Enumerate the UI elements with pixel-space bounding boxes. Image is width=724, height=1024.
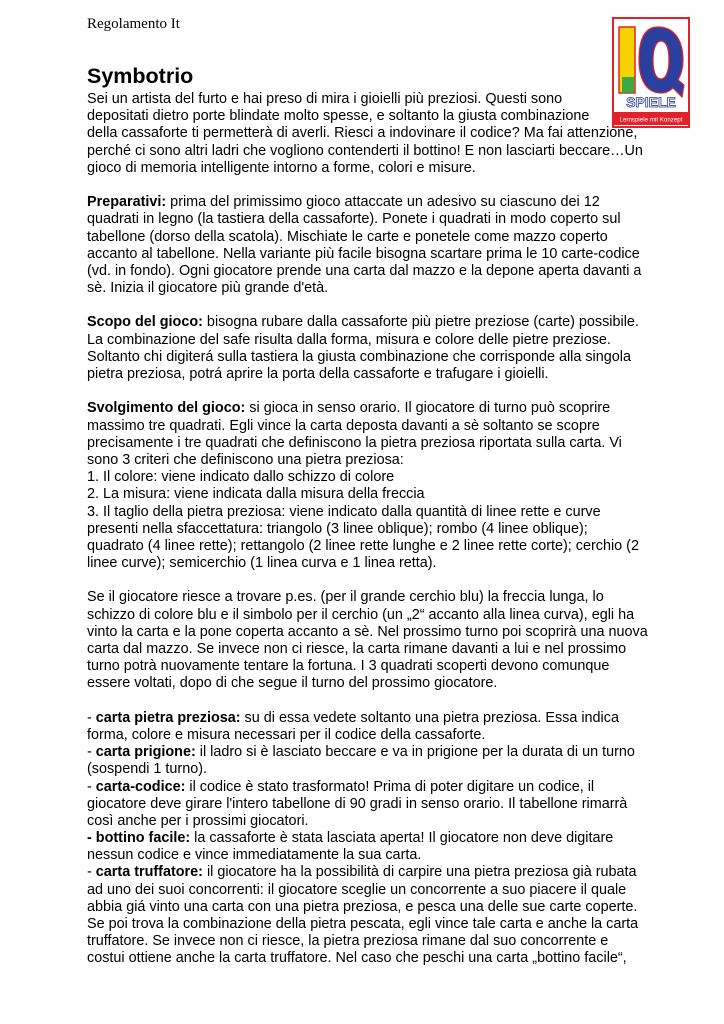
card-truffatore-heading: carta truffatore:	[95, 864, 203, 881]
card-bottino-line: nessun codice e vince immediatamente la sua carta.	[87, 847, 422, 864]
card-prigione-heading: carta prigione:	[95, 744, 196, 761]
card-codice-heading: carta-codice:	[95, 778, 186, 795]
svolgimento-line: presenti nella sfaccettatura: triangolo (3 linee oblique); rombo (4 linee oblique);	[87, 520, 588, 537]
card-bottino-heading: - bottino facile:	[87, 830, 191, 847]
card-pietra-heading: carta pietra preziosa:	[95, 709, 241, 726]
rules-body	[87, 91, 687, 968]
preparativi-line: tabellone (dorso della scatola). Mischiate le carte e ponetele come mazzo coperto	[87, 228, 608, 245]
example-line: essere voltati, dopo di che segue il turno del prossimo giocatore.	[87, 675, 498, 692]
card-pietra-line: forma, colore e misura necessari per il codice della cassaforte.	[87, 726, 486, 743]
preparativi-line: sè. Inizia il giocatore più grande d'età.	[87, 280, 329, 297]
card-pietra-first-line: - carta pietra preziosa: su di essa vedete soltanto una pietra preziosa. Essa indica	[87, 709, 619, 726]
example-line: carta dal mazzo. Se invece non ci riesce, la carta rimane davanti a lui e nel prossimo	[87, 641, 627, 657]
scopo-heading: Scopo del gioco:	[87, 314, 203, 331]
intro-line: Sei un artista del furto e hai preso di mira i gioielli più preziosi. Questi sono	[87, 91, 563, 107]
scopo-line: pietra preziosa, potrá aprire la porta della cassaforte e trafugare i gioielli.	[87, 366, 549, 382]
card-codice-line: giocatore deve girare l'intero tabellone di 90 gradi in senso orario. Il tabellone rimarrà	[87, 795, 628, 812]
example-line: Se il giocatore riesce a trovare p.es. (per il grande cerchio blu) la freccia lunga, lo	[87, 589, 604, 606]
svolgimento-line: sono 3 criteri che definiscono una pietra preziosa:	[87, 451, 404, 468]
svolgimento-first-line: Svolgimento del gioco: si gioca in senso orario. Il giocatore di turno può scoprire	[87, 400, 611, 417]
preparativi-line: (vd. in fondo). Ogni giocatore prende una carta dal mazzo e la depone aperta davanti a	[87, 262, 642, 279]
example-line: schizzo di colore blu e il simbolo per il cerchio (un „2“ accanto alla linea curva), egli ha	[87, 606, 635, 623]
svolgimento-line: precisamente i tre quadrati che definiscono la pietra preziosa riportata sulla carta. Vi	[87, 434, 622, 451]
card-codice-line: così anche per i prossimi giocatori.	[87, 812, 309, 829]
svolgimento-line: quadrato (4 linee rette); rettangolo (2 linee rette lunghe e 2 linee rette corte); cerchio (2	[87, 537, 639, 554]
svolgimento-line: linee curve); semicerchio (1 linea curva e 1 linea retta).	[87, 555, 437, 572]
card-truffatore-line: Se poi trova la combinazione della pietra pescata, egli vince tale carta e anche la carta	[87, 916, 639, 932]
scopo-first-line: Scopo del gioco: bisogna rubare dalla cassaforte più pietre preziose (carte) possibile.	[87, 314, 639, 331]
card-prigione-line: (sospendi 1 turno).	[87, 761, 207, 778]
card-bottino-first-line: - bottino facile: la cassaforte è stata lasciata aperta! Il giocatore non deve digitare	[87, 830, 614, 847]
svolgimento-line: massimo tre quadrati. Egli vince la carta deposta davanti a sè soltanto se scopre	[87, 417, 600, 434]
scopo-line: La combinazione del safe risulta dalla forma, misura e colore delle pietre preziose.	[87, 331, 611, 348]
criterion-cut: 3. Il taglio della pietra preziosa: viene indicato dalla quantità di linee rette e curve	[87, 503, 601, 520]
intro-line: della cassaforte ti permetterà di averli. Riesci a indovinare il codice? Ma fai attenzione,	[87, 125, 638, 142]
preparativi-line: accanto al tabellone. Nella variante più facile bisogna scartare prima le 10 carte-codice	[87, 245, 640, 262]
card-truffatore-line: ad uno dei suoi concorrenti: il giocatore sceglie un concorrente a suo piacere il quale	[87, 881, 627, 898]
preparativi-first-line: Preparativi: prima del primissimo gioco attaccate un adesivo su ciascuno dei 12	[87, 194, 600, 211]
preparativi-line: quadrati in legno (la tastiera della cassaforte). Ponete i quadrati in modo coperto sul	[87, 211, 621, 228]
intro-line: perché ci sono altri ladri che vogliono contenderti il bottino! E non lasciarti beccare…Un	[87, 142, 643, 159]
card-truffatore-line: truffatore. Se invece non ci riesce, la pietra preziosa rimane dal suo concorrente e	[87, 933, 609, 950]
card-codice-first-line: - carta-codice: il codice è stato trasformato! Prima di poter digitare un codice, il	[87, 778, 595, 795]
svolgimento-heading: Svolgimento del gioco:	[87, 400, 246, 417]
scopo-line: Soltanto chi digiterá sulla tastiera la giusta combinazione che corrisponde alla singola	[87, 348, 631, 365]
card-truffatore-line: abbia giá vinto una carta con una pietra preziosa, e pesca una delle sue carte coperte.	[87, 898, 638, 915]
header-label: Regolamento It	[87, 16, 180, 32]
card-prigione-first-line: - carta prigione: il ladro si è lasciato beccare e va in prigione per la durata di un turno	[87, 744, 635, 761]
card-truffatore-line: costui ottiene anche la carta truffatore. Nel caso che peschi una carta „bottino facile“,	[87, 950, 627, 967]
page-title: Symbotrio	[87, 64, 194, 88]
intro-line: depositati dietro porte blindate molto spesse, e soltanto la giusta combinazione	[87, 108, 590, 125]
preparativi-heading: Preparativi:	[87, 194, 167, 211]
criterion-color: 1. Il colore: viene indicato dallo schizzo di colore	[87, 469, 395, 486]
card-truffatore-first-line: - carta truffatore: il giocatore ha la possibilità di carpire una pietra preziosa già rubata	[87, 864, 637, 881]
logo-word: SPIELE	[626, 94, 676, 110]
example-line: vinto la carta e la pone coperta accanto a sè. Nel prossimo turno poi scoprirà una nuova	[87, 623, 648, 640]
example-line: turno potrà nuovamente tentare la fortuna. I 3 quadrati scoperti devono comunque	[87, 658, 610, 675]
criterion-size: 2. La misura: viene indicata dalla misura della freccia	[87, 486, 425, 503]
logo-tagline: Lernspiele mit Konzept	[619, 116, 683, 124]
intro-line: gioco di memoria intelligente intorno a forme, colori e misure.	[87, 159, 476, 176]
